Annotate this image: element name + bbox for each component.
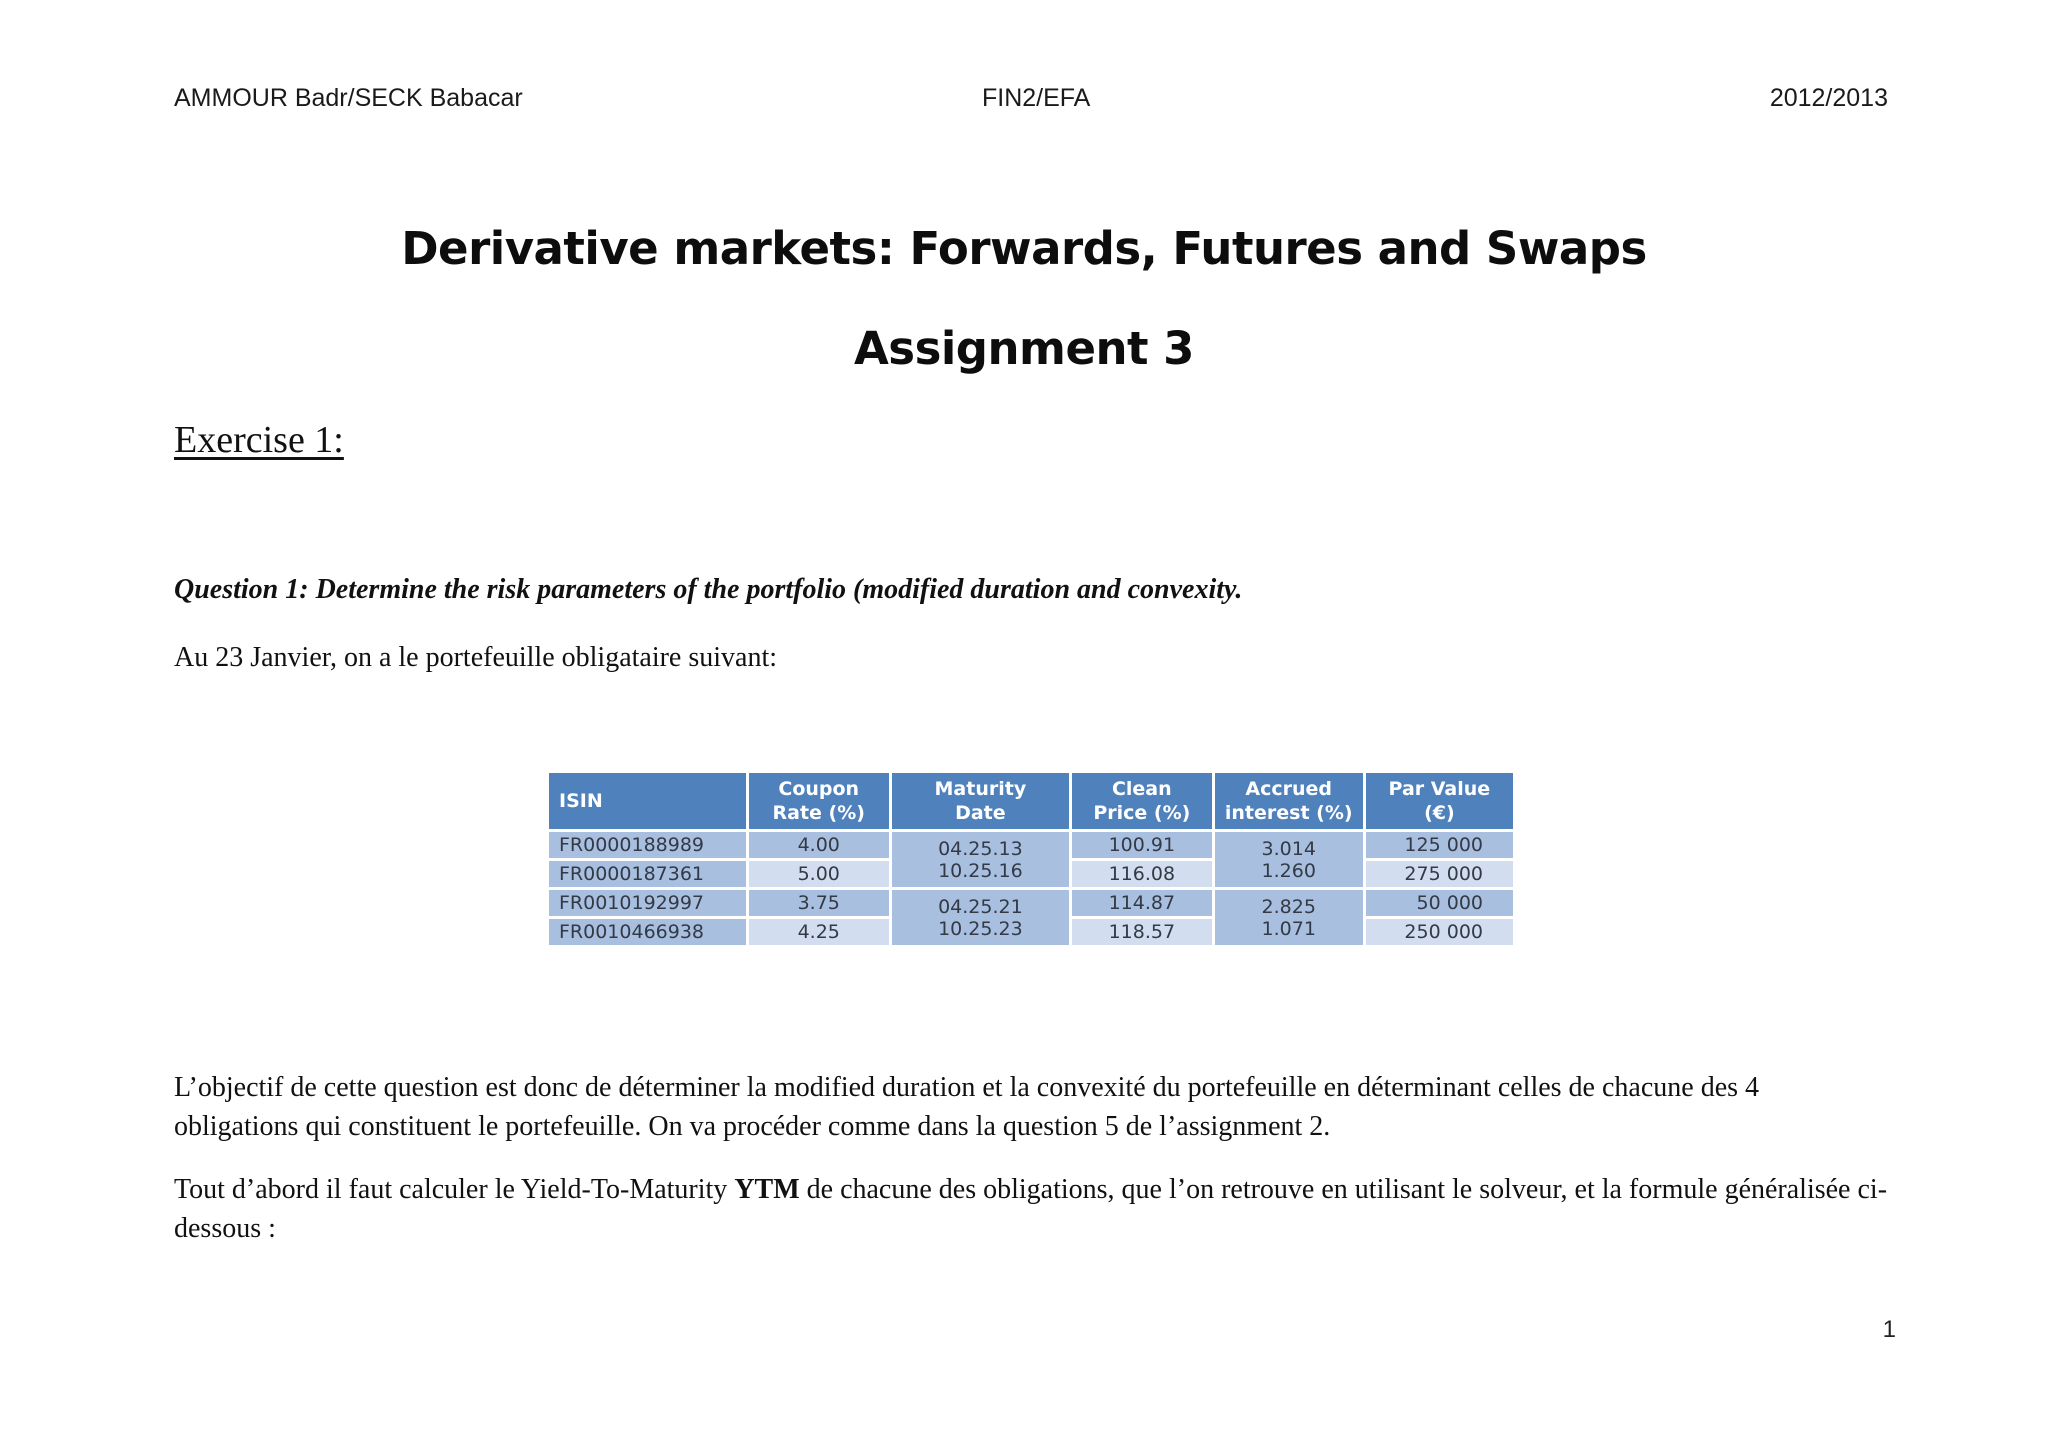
objective-paragraph: L’objectif de cette question est donc de déterminer la modified duration et la convexité du portefeuille en déterminant celles de chacune des 4 obligations qui constituent le portefeuille. On va procéder comme dans la question 5 de l’assignment 2. bbox=[174, 1072, 1760, 1142]
table-row bbox=[549, 890, 1513, 916]
cell-accrued: 3.014 bbox=[1261, 837, 1316, 860]
cell-maturity: 04.25.21 bbox=[938, 895, 1023, 918]
bond-portfolio-table-image bbox=[549, 773, 1513, 965]
cell-accrued-group bbox=[1215, 832, 1363, 887]
cell-isin: FR0010192997 bbox=[549, 890, 746, 916]
cell-clean-price: 114.87 bbox=[1072, 890, 1212, 916]
cell-maturity: 10.25.16 bbox=[938, 859, 1023, 882]
header-isin: ISIN bbox=[549, 773, 746, 829]
cell-clean-price: 118.57 bbox=[1072, 919, 1212, 945]
question-heading: Question 1: Determine the risk parameters of the portfolio (modified duration and convexity. bbox=[174, 574, 1243, 605]
cell-par-value: 50 000 bbox=[1366, 890, 1513, 916]
cell-accrued: 1.071 bbox=[1261, 917, 1316, 940]
header-par-value: Par Value (€) bbox=[1366, 773, 1513, 829]
header-maturity-date: Maturity Date bbox=[892, 773, 1069, 829]
cell-par-value: 275 000 bbox=[1366, 861, 1513, 887]
cell-coupon: 4.25 bbox=[749, 919, 889, 945]
bond-portfolio-table bbox=[546, 770, 1516, 948]
document-title: Derivative markets: Forwards, Futures and Swaps bbox=[401, 222, 1647, 275]
table-header-row bbox=[549, 773, 1513, 829]
header-authors: AMMOUR Badr/SECK Babacar bbox=[174, 84, 523, 112]
ytm-text-before: Tout d’abord il faut calculer le Yield-To-Maturity bbox=[174, 1174, 735, 1205]
cell-coupon: 5.00 bbox=[749, 861, 889, 887]
cell-maturity: 10.25.23 bbox=[938, 917, 1023, 940]
header-accrued-interest: Accrued interest (%) bbox=[1215, 773, 1363, 829]
intro-paragraph: Au 23 Janvier, on a le portefeuille obligataire suivant: bbox=[174, 642, 778, 673]
table-row bbox=[549, 832, 1513, 858]
ytm-text-after: de chacune des obligations, que l’on retrouve en utilisant le solveur, et la formule généralisée ci-dessous : bbox=[174, 1174, 1888, 1244]
cell-par-value: 250 000 bbox=[1366, 919, 1513, 945]
ytm-bold-term: YTM bbox=[734, 1174, 800, 1205]
cell-clean-price: 116.08 bbox=[1072, 861, 1212, 887]
cell-accrued: 1.260 bbox=[1261, 859, 1316, 882]
page-number: 1 bbox=[1882, 1316, 1896, 1343]
cell-clean-price: 100.91 bbox=[1072, 832, 1212, 858]
exercise-heading: Exercise 1: bbox=[174, 419, 344, 461]
cell-par-value: 125 000 bbox=[1366, 832, 1513, 858]
cell-maturity: 04.25.13 bbox=[938, 837, 1023, 860]
cell-isin: FR0000188989 bbox=[549, 832, 746, 858]
page-header bbox=[174, 84, 1888, 124]
header-year: 2012/2013 bbox=[1769, 84, 1888, 112]
cell-accrued-group bbox=[1215, 890, 1363, 945]
cell-coupon: 4.00 bbox=[749, 832, 889, 858]
header-course: FIN2/EFA bbox=[982, 84, 1091, 112]
ytm-paragraph bbox=[174, 1170, 1888, 1248]
cell-maturity-group bbox=[892, 832, 1069, 887]
document-subtitle: Assignment 3 bbox=[853, 322, 1194, 375]
cell-coupon: 3.75 bbox=[749, 890, 889, 916]
header-coupon-rate: Coupon Rate (%) bbox=[749, 773, 889, 829]
header-clean-price: Clean Price (%) bbox=[1072, 773, 1212, 829]
cell-isin: FR0010466938 bbox=[549, 919, 746, 945]
cell-accrued: 2.825 bbox=[1261, 895, 1316, 918]
cell-isin: FR0000187361 bbox=[549, 861, 746, 887]
cell-maturity-group bbox=[892, 890, 1069, 945]
